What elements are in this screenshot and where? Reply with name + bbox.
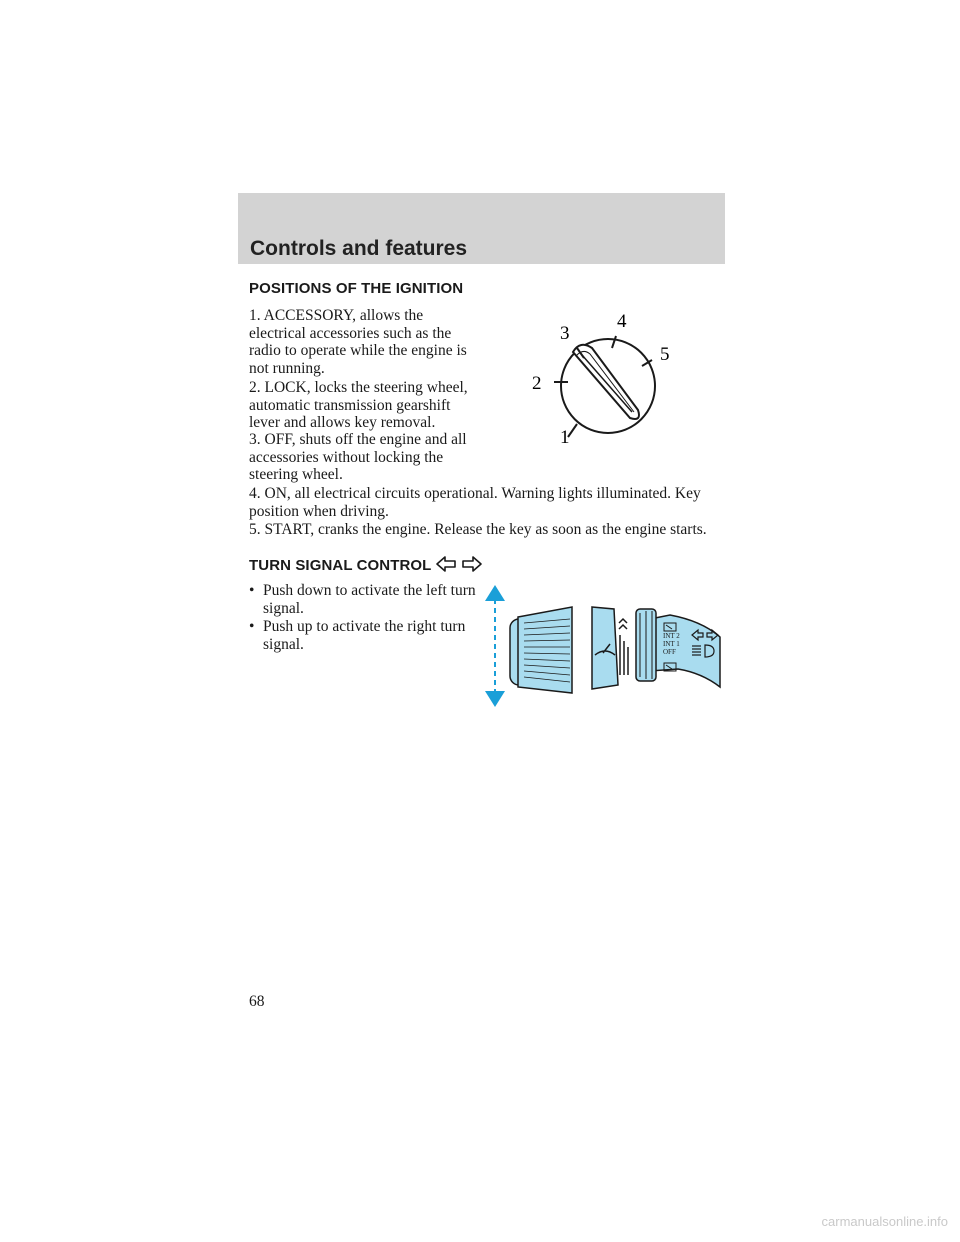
footer-watermark: carmanualsonline.info bbox=[821, 1214, 948, 1229]
turn-signal-heading-text: TURN SIGNAL CONTROL bbox=[249, 557, 432, 574]
stalk-body bbox=[510, 607, 720, 693]
section-title: Controls and features bbox=[250, 237, 468, 260]
turn-signal-heading bbox=[249, 556, 483, 574]
bullet-symbol: • bbox=[249, 582, 255, 599]
up-down-arrow-icon bbox=[485, 585, 505, 707]
bullet-symbol: • bbox=[249, 618, 255, 635]
section-header-band bbox=[238, 193, 725, 264]
wiper-speed-bars-icon bbox=[619, 619, 628, 675]
stalk-label-int1: INT 1 bbox=[663, 640, 680, 648]
page-number: 68 bbox=[249, 993, 265, 1010]
ignition-heading: POSITIONS OF THE IGNITION bbox=[249, 280, 464, 297]
bullet-left-signal-text: Push down to activate the left turn signal. bbox=[263, 582, 476, 617]
stalk-label-int2: INT 2 bbox=[663, 632, 680, 640]
ignition-item-start: 5. START, cranks the engine. Release the key as soon as the engine starts. bbox=[249, 521, 707, 538]
ignition-item-on: 4. ON, all electrical circuits operational. Warning lights illuminated. Key position when driving. bbox=[249, 485, 701, 520]
position-label-3: 3 bbox=[560, 323, 570, 344]
position-label-5: 5 bbox=[660, 344, 670, 365]
ignition-switch-diagram bbox=[510, 300, 690, 460]
stalk-label-off: OFF bbox=[663, 648, 676, 656]
turn-signal-arrows-icon bbox=[435, 556, 483, 572]
bullet-right-signal-text: Push up to activate the right turn signal. bbox=[263, 618, 466, 653]
ignition-item-accessory: 1. ACCESSORY, allows the electrical accessories such as the radio to operate while the engine is not running. bbox=[249, 307, 467, 377]
position-label-1: 1 bbox=[560, 427, 570, 448]
ignition-item-off: 3. OFF, shuts off the engine and all accessories without locking the steering wheel. bbox=[249, 431, 467, 483]
turn-signal-stalk-diagram bbox=[480, 585, 730, 710]
bullet-left-signal bbox=[249, 582, 481, 617]
position-label-2: 2 bbox=[532, 373, 542, 394]
bullet-right-signal bbox=[249, 618, 481, 653]
position-label-4: 4 bbox=[617, 311, 627, 332]
ignition-item-lock: 2. LOCK, locks the steering wheel, automatic transmission gearshift lever and allows key removal. bbox=[249, 379, 468, 431]
